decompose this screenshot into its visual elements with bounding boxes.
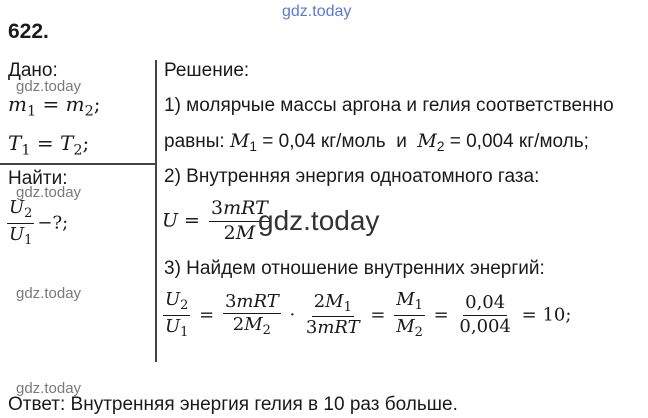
horizontal-divider [0, 163, 156, 165]
step1-line2: равны: $M_1 = 0,04$ кг/моль и $M_2 = 0,004$ кг/моль; [164, 130, 589, 155]
problem-number: 622. [8, 20, 49, 43]
watermark-center: gdz.today [258, 205, 380, 236]
given-heading: Дано: [8, 60, 58, 81]
solution-heading: Решение: [164, 60, 250, 81]
fraction-numerator-004: 0,04 [463, 293, 507, 316]
given-temperature-equality: $T_1 = T_2$; [8, 131, 90, 159]
watermark-side-1: gdz.today [16, 78, 82, 95]
watermark-side-2: gdz.today [16, 184, 82, 201]
result-tail: = 10; [521, 304, 572, 326]
find-tail: −?; [37, 212, 69, 234]
step1-line1: 1) молярчые массы аргона и гелия соответственно [164, 95, 614, 116]
step2-text: 2) Внутренняя энергия одноатомного газа: [164, 166, 540, 187]
ratio-formula: $\frac{U_2}{U_1}$ = $\frac{\text{3mRT}}{2M_2}$ · $\frac{2M_1}{\text{3mRT}}$ = $\frac{M_1}{M_2}$ = $\frac{0,04}{0,004}$ = 10; [165, 289, 572, 340]
watermark-top: gdz.today [282, 3, 352, 20]
answer-text: Ответ: Внутренняя энергия гелия в 10 раз больше. [8, 394, 458, 415]
find-ratio: $\frac{U_2}{U_1}$ −?; [9, 197, 69, 248]
fraction-denominator-0004: 0,004 [459, 315, 511, 337]
internal-energy-formula: U = $\frac{\text{3mRT}}{2M}$ [162, 197, 268, 244]
watermark-side-3: gdz.today [16, 285, 82, 302]
step3-text: 3) Найдем отношение внутренних энергий: [164, 258, 545, 279]
find-heading: Найти: [8, 168, 68, 189]
given-mass-equality: $m_1 = m_2$; [8, 92, 101, 120]
vertical-divider [155, 60, 157, 362]
watermark-bottom: gdz.today [16, 380, 82, 397]
